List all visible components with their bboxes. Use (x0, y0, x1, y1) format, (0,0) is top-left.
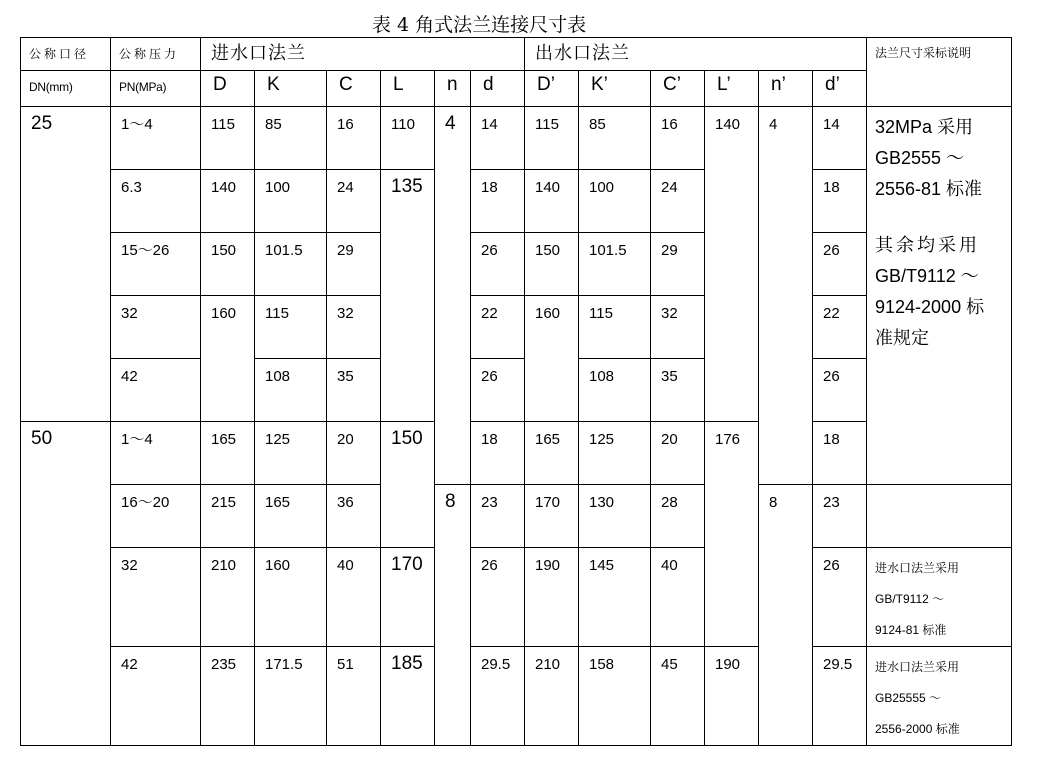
note-line: GB25555 ～ (875, 691, 942, 705)
cell-K: 108 (255, 359, 327, 422)
col-d: d (471, 71, 525, 107)
pn-cell: 42 (111, 647, 201, 746)
cell-d: 26 (471, 359, 525, 422)
cell-D: 235 (201, 647, 255, 746)
dn-cell: 50 (21, 422, 111, 746)
cell-C-prime: 45 (651, 647, 705, 746)
cell-D-prime: 165 (525, 422, 579, 485)
table-row (21, 296, 1012, 359)
cell-K: 100 (255, 170, 327, 233)
cell-C-prime: 20 (651, 422, 705, 485)
cell-n: 4 (435, 107, 471, 485)
pn-cell: 16～20 (111, 485, 201, 548)
pn-cell: 6.3 (111, 170, 201, 233)
pn-cell: 15～26 (111, 233, 201, 296)
col-D-prime: D’ (525, 71, 579, 107)
cell-d: 18 (471, 422, 525, 485)
note-line: GB2555 ～ (875, 148, 965, 168)
note-line: 9124-2000 标 (875, 297, 985, 317)
note-block-1 (875, 112, 1005, 354)
cell-D-prime: 190 (525, 548, 579, 647)
outlet-flange-header: 出水口法兰 (525, 38, 867, 71)
col-d-prime: d’ (813, 71, 867, 107)
cell-D: 115 (201, 107, 255, 170)
cell-C-prime: 35 (651, 359, 705, 422)
col-C-prime: C’ (651, 71, 705, 107)
cell-K-prime: 130 (579, 485, 651, 548)
cell-d-prime: 26 (813, 548, 867, 647)
cell-d: 26 (471, 548, 525, 647)
header-row-columns (21, 71, 1012, 107)
cell-K: 125 (255, 422, 327, 485)
col-C: C (327, 71, 381, 107)
cell-D-prime: 160 (525, 296, 579, 422)
cell-d-prime: 14 (813, 107, 867, 170)
table-row (21, 233, 1012, 296)
header-row-groups (21, 38, 1012, 71)
cell-C: 29 (327, 233, 381, 296)
cell-C: 32 (327, 296, 381, 359)
cell-D-prime: 210 (525, 647, 579, 746)
cell-K: 160 (255, 548, 327, 647)
note-line: 2556-2000 标准 (875, 722, 960, 736)
note-line: 32MPa 采用 (875, 117, 974, 137)
cell-K-prime: 108 (579, 359, 651, 422)
cell-K: 165 (255, 485, 327, 548)
dn-cell: 25 (21, 107, 111, 422)
cell-K: 115 (255, 296, 327, 359)
note-cell-3 (867, 647, 1012, 746)
note-line: 2556-81 标准 (875, 179, 983, 199)
table-row (21, 422, 1012, 485)
cell-L: 150 (381, 422, 435, 548)
cell-K-prime: 101.5 (579, 233, 651, 296)
cell-C-prime: 28 (651, 485, 705, 548)
col-L: L (381, 71, 435, 107)
cell-d-prime: 29.5 (813, 647, 867, 746)
col-L-prime: L’ (705, 71, 759, 107)
cell-d: 23 (471, 485, 525, 548)
cell-L: 185 (381, 647, 435, 746)
cell-d: 26 (471, 233, 525, 296)
note-cell-2 (867, 548, 1012, 647)
note-line: 进水口法兰采用 (875, 561, 960, 575)
table-row (21, 647, 1012, 746)
cell-n-prime: 8 (759, 485, 813, 746)
dn-header: 公称口径 (21, 38, 111, 71)
note-line: 其余均采用 (875, 235, 980, 256)
cell-C: 51 (327, 647, 381, 746)
cell-D-prime: 140 (525, 170, 579, 233)
cell-d: 14 (471, 107, 525, 170)
cell-D: 140 (201, 170, 255, 233)
note-block-2 (875, 553, 1005, 646)
cell-K-prime: 100 (579, 170, 651, 233)
cell-D-prime: 115 (525, 107, 579, 170)
cell-C: 35 (327, 359, 381, 422)
cell-D-prime: 170 (525, 485, 579, 548)
table-row (21, 548, 1012, 647)
dn-unit: DN(mm) (21, 71, 111, 107)
cell-n-prime: 4 (759, 107, 813, 485)
cell-C-prime: 24 (651, 170, 705, 233)
pn-cell: 1～4 (111, 422, 201, 485)
cell-D: 160 (201, 296, 255, 422)
cell-K: 101.5 (255, 233, 327, 296)
flange-dimension-table (20, 37, 1012, 746)
cell-C-prime: 32 (651, 296, 705, 359)
cell-D-prime: 150 (525, 233, 579, 296)
note-header: 法兰尺寸采标说明 (867, 38, 1012, 107)
table-row (21, 359, 1012, 422)
note-cell-empty (867, 485, 1012, 548)
col-n: n (435, 71, 471, 107)
pn-unit: PN(MPa) (111, 71, 201, 107)
cell-D: 165 (201, 422, 255, 485)
col-D: D (201, 71, 255, 107)
cell-L-prime: 140 (705, 107, 759, 422)
cell-L-prime: 176 (705, 422, 759, 647)
pn-cell: 1～4 (111, 107, 201, 170)
note-line: 9124-81 标准 (875, 623, 947, 637)
col-K-prime: K’ (579, 71, 651, 107)
cell-C: 24 (327, 170, 381, 233)
cell-C: 36 (327, 485, 381, 548)
pn-cell: 32 (111, 296, 201, 359)
cell-K: 171.5 (255, 647, 327, 746)
cell-D: 210 (201, 548, 255, 647)
cell-D: 215 (201, 485, 255, 548)
cell-d-prime: 23 (813, 485, 867, 548)
cell-K-prime: 115 (579, 296, 651, 359)
cell-d-prime: 26 (813, 233, 867, 296)
cell-K: 85 (255, 107, 327, 170)
table-row (21, 107, 1012, 170)
cell-K-prime: 85 (579, 107, 651, 170)
note-line: GB/T9112 ～ (875, 592, 945, 606)
table-title: 表 4 角式法兰连接尺寸表 (371, 14, 587, 36)
note-line: 进水口法兰采用 (875, 660, 960, 674)
note-line: GB/T9112 ～ (875, 266, 979, 286)
note-block-3 (875, 652, 1005, 745)
table-row (21, 170, 1012, 233)
pn-cell: 42 (111, 359, 201, 422)
cell-d-prime: 26 (813, 359, 867, 422)
cell-d: 29.5 (471, 647, 525, 746)
cell-C-prime: 40 (651, 548, 705, 647)
note-line: 准规定 (875, 328, 929, 348)
cell-C: 16 (327, 107, 381, 170)
pn-header: 公称压力 (111, 38, 201, 71)
cell-n: 8 (435, 485, 471, 746)
cell-C-prime: 16 (651, 107, 705, 170)
cell-L-prime: 190 (705, 647, 759, 746)
cell-d-prime: 22 (813, 296, 867, 359)
col-K: K (255, 71, 327, 107)
cell-K-prime: 125 (579, 422, 651, 485)
note-cell-1 (867, 107, 1012, 485)
cell-L: 170 (381, 548, 435, 647)
col-n-prime: n’ (759, 71, 813, 107)
cell-C-prime: 29 (651, 233, 705, 296)
cell-d-prime: 18 (813, 170, 867, 233)
cell-K-prime: 158 (579, 647, 651, 746)
table-row (21, 485, 1012, 548)
cell-d-prime: 18 (813, 422, 867, 485)
cell-C: 20 (327, 422, 381, 485)
cell-C: 40 (327, 548, 381, 647)
pn-cell: 32 (111, 548, 201, 647)
cell-d: 18 (471, 170, 525, 233)
cell-d: 22 (471, 296, 525, 359)
inlet-flange-header: 进水口法兰 (201, 38, 525, 71)
cell-D: 150 (201, 233, 255, 296)
cell-L: 110 (381, 107, 435, 170)
cell-L: 135 (381, 170, 435, 422)
cell-K-prime: 145 (579, 548, 651, 647)
